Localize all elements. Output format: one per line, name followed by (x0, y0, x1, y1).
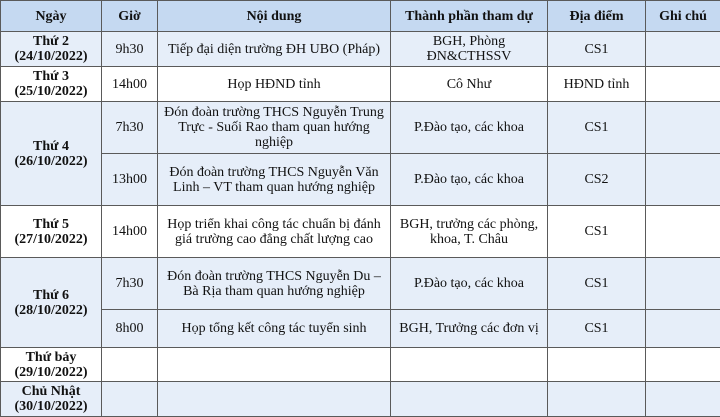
table-row (1, 382, 720, 417)
day-cell (1, 258, 102, 348)
day-date: (26/10/2022) (14, 153, 88, 169)
day-name: Thứ 5 (32, 216, 70, 232)
location-cell (548, 382, 646, 417)
day-date: (30/10/2022) (14, 399, 88, 414)
note-cell (646, 206, 720, 258)
note-cell (646, 258, 720, 310)
day-cell (1, 348, 102, 382)
header-location: Địa điểm (548, 1, 646, 32)
day-date: (25/10/2022) (14, 84, 88, 99)
table-row (1, 310, 720, 348)
content-cell: Tiếp đại diện trường ĐH UBO (Pháp) (158, 32, 391, 67)
time-cell: 7h30 (102, 258, 158, 310)
note-cell (646, 102, 720, 154)
note-cell (646, 382, 720, 417)
participants-cell (391, 348, 548, 382)
day-name: Thứ 6 (32, 287, 70, 303)
day-name: Thứ 2 (32, 34, 70, 49)
day-name: Chủ Nhật (21, 384, 81, 399)
participants-cell: P.Đào tạo, các khoa (391, 102, 548, 154)
participants-cell: P.Đào tạo, các khoa (391, 154, 548, 206)
time-cell: 7h30 (102, 102, 158, 154)
content-cell: Đón đoàn trường THCS Nguyễn Văn Linh – VT tham quan hướng nghiệp (158, 154, 391, 206)
location-cell: CS1 (548, 32, 646, 67)
day-cell (1, 382, 102, 417)
content-cell: Đón đoàn trường THCS Nguyễn Trung Trực - Suối Rao tham quan hướng nghiệp (158, 102, 391, 154)
header-day: Ngày (1, 1, 102, 32)
table-row (1, 67, 720, 102)
day-date: (28/10/2022) (14, 302, 88, 318)
time-cell: 14h00 (102, 206, 158, 258)
content-cell: Họp triển khai công tác chuẩn bị đánh giá trường cao đẳng chất lượng cao (158, 206, 391, 258)
table-row (1, 32, 720, 67)
location-cell: CS2 (548, 154, 646, 206)
note-cell (646, 310, 720, 348)
day-name: Thứ 3 (32, 69, 70, 84)
time-cell: 13h00 (102, 154, 158, 206)
day-cell (1, 206, 102, 258)
header-row (1, 1, 720, 32)
location-cell: CS1 (548, 206, 646, 258)
participants-cell (391, 382, 548, 417)
note-cell (646, 32, 720, 67)
day-name: Thứ 4 (32, 138, 70, 154)
note-cell (646, 154, 720, 206)
participants-cell: BGH, Phòng ĐN&CTHSSV (391, 32, 548, 67)
content-cell: Họp HĐND tỉnh (158, 67, 391, 102)
day-name: Thứ bảy (25, 349, 77, 365)
day-date: (24/10/2022) (14, 49, 88, 64)
header-content: Nội dung (158, 1, 391, 32)
participants-cell: P.Đào tạo, các khoa (391, 258, 548, 310)
note-cell (646, 67, 720, 102)
note-cell (646, 348, 720, 382)
day-cell (1, 102, 102, 206)
content-cell (158, 348, 391, 382)
time-cell (102, 382, 158, 417)
location-cell: CS1 (548, 258, 646, 310)
participants-cell: BGH, trưởng các phòng, khoa, T. Châu (391, 206, 548, 258)
location-cell: CS1 (548, 310, 646, 348)
time-cell: 9h30 (102, 32, 158, 67)
content-cell: Họp tổng kết công tác tuyển sinh (158, 310, 391, 348)
participants-cell: BGH, Trưởng các đơn vị (391, 310, 548, 348)
header-note: Ghi chú (646, 1, 720, 32)
location-cell (548, 348, 646, 382)
participants-cell: Cô Như (391, 67, 548, 102)
day-date: (27/10/2022) (14, 231, 88, 247)
content-cell (158, 382, 391, 417)
time-cell: 14h00 (102, 67, 158, 102)
location-cell: HĐND tỉnh (548, 67, 646, 102)
time-cell (102, 348, 158, 382)
day-cell (1, 67, 102, 102)
content-cell: Đón đoàn trường THCS Nguyễn Du – Bà Rịa tham quan hướng nghiệp (158, 258, 391, 310)
location-cell: CS1 (548, 102, 646, 154)
day-cell (1, 32, 102, 67)
header-time: Giờ (102, 1, 158, 32)
table-row (1, 258, 720, 310)
table-row (1, 206, 720, 258)
table-row (1, 154, 720, 206)
table-row (1, 348, 720, 382)
day-date: (29/10/2022) (14, 364, 88, 380)
time-cell: 8h00 (102, 310, 158, 348)
table-row (1, 102, 720, 154)
header-participants: Thành phần tham dự (391, 1, 548, 32)
